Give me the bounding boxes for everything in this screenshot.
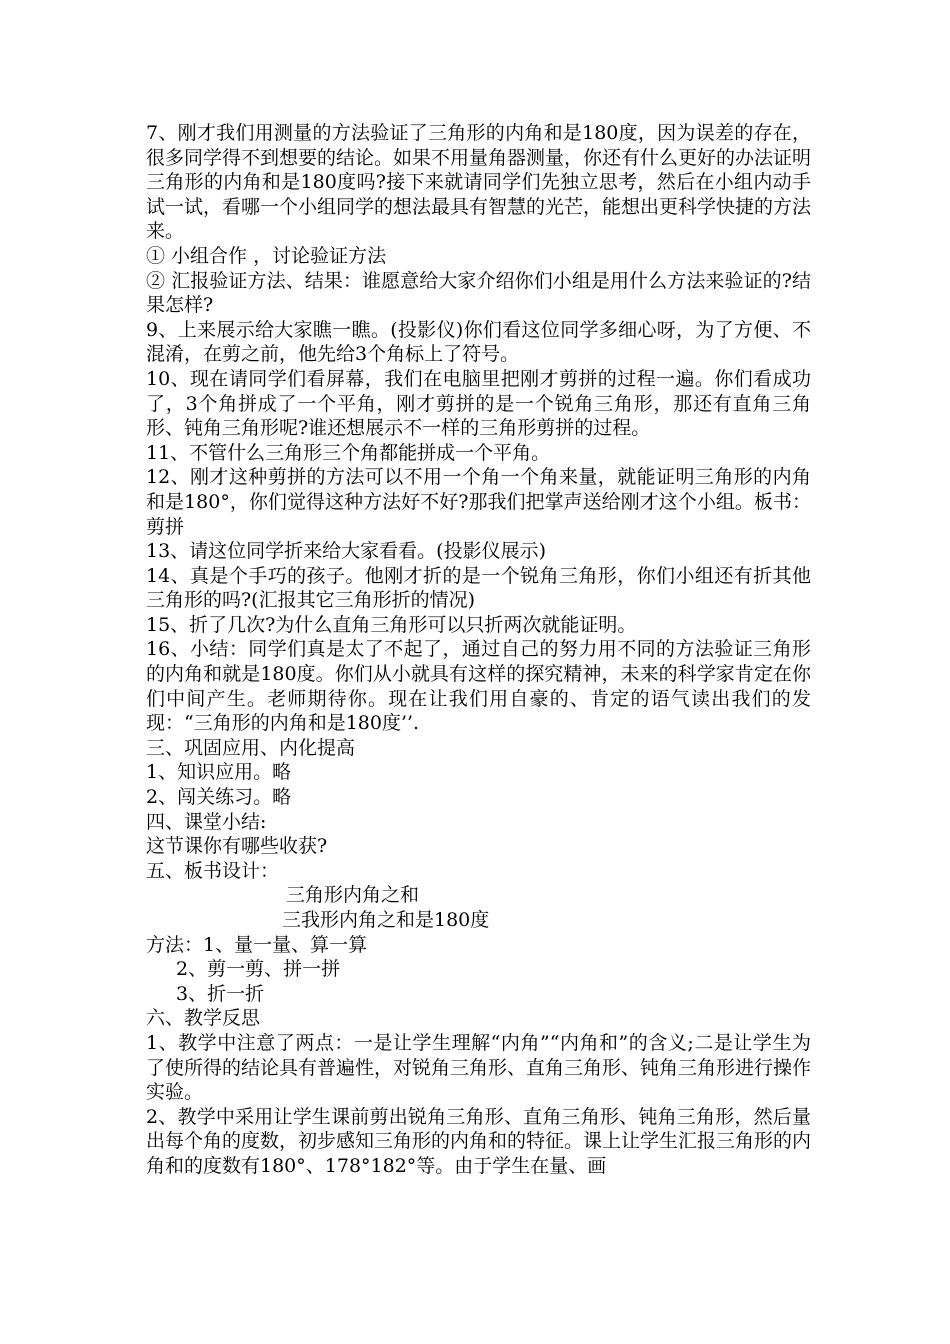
paragraph: 三我形内角之和是180度	[282, 909, 490, 931]
paragraph: 这节课你有哪些收获?	[146, 835, 328, 858]
paragraph: 2、闯关练习。略	[146, 786, 292, 809]
paragraph: 六、教学反思	[146, 1007, 261, 1030]
paragraph: 15、折了几次?为什么直角三角形可以只折两次就能证明。	[146, 613, 637, 636]
paragraph: 1、知识应用。略	[146, 761, 292, 784]
paragraph: 四、课堂小结:	[146, 810, 267, 833]
paragraph: 三、巩固应用、内化提高	[146, 736, 356, 759]
paragraph: 11、不管什么三角形三个角都能拼成一个平角。	[146, 441, 551, 464]
paragraph: ② 汇报验证方法、结果：谁愿意给大家介绍你们小组是用什么方法来验证的?结果怎样?	[146, 269, 811, 317]
paragraph: 10、现在请同学们看屏幕，我们在电脑里把刚才剪拼的过程一遍。你们看成功了，3个角拼成了一个平角，刚才剪拼的是一个锐角三角形，那还有直角三角形、钝角三角形呢?谁还想展示不一样的三角形剪拼的过程。	[146, 367, 811, 440]
paragraph: ① 小组合作 ，讨论验证方法	[146, 244, 387, 267]
paragraph: 14、真是个手巧的孩子。他刚才折的是一个锐角三角形，你们小组还有折其他三角形的吗?(汇报其它三角形折的情况)	[146, 564, 811, 612]
paragraph: 9、上来展示给大家瞧一瞧。(投影仪)你们看这位同学多细心呀，为了方便、不混淆，在剪之前，他先给3个角标上了符号。	[146, 318, 811, 366]
paragraph: 16、小结：同学们真是太了不起了，通过自己的努力用不同的方法验证三角形的内角和就是180度。你们从小就具有这样的探究精神，未来的科学家肯定在你们中间产生。老师期待你。现在让我们用自豪的、肯定的语气读出我们的发现：“三角形的内角和是180度’’.	[146, 638, 811, 735]
paragraph: 2、教学中采用让学生课前剪出锐角三角形、直角三角形、钝角三角形，然后量出每个角的度数，初步感知三角形的内角和的特征。课上让学生汇报三角形的内角和的度数有180°、178°182°等。由于学生在量、画	[146, 1105, 812, 1177]
paragraph: 五、板书设计：	[146, 859, 280, 882]
paragraph: 2、剪一剪、拼一拼	[176, 958, 341, 981]
document-body	[146, 121, 811, 1179]
paragraph: 1、教学中注意了两点：一是让学生理解“内角”“内角和”的含义;二是让学生为了使所得的结论具有普遍性，对锐角三角形、直角三角形、钝角三角形进行操作实验。	[146, 1031, 812, 1104]
paragraph: 7、刚才我们用测量的方法验证了三角形的内角和是180度，因为误差的存在，很多同学得不到想要的结论。如果不用量角器测量，你还有什么更好的办法证明三角形的内角和是180度吗?接下来就请同学们先独立思考，然后在小组内动手试一试，看哪一个小组同学的想法最具有智慧的光芒，能想出更科学快捷的方法来。	[146, 122, 812, 243]
paragraph: 13、请这位同学折来给大家看看。(投影仪展示)	[146, 540, 547, 563]
paragraph: 方法：1、量一量、算一算	[146, 933, 368, 956]
paragraph: 三角形内角之和	[286, 884, 420, 907]
paragraph: 12、刚才这种剪拼的方法可以不用一个角一个角来量，就能证明三角形的内角和是180°，你们觉得这种方法好不好?那我们把掌声送给刚才这个小组。板书：剪拼	[146, 466, 811, 538]
paragraph: 3、折一折	[176, 982, 265, 1005]
